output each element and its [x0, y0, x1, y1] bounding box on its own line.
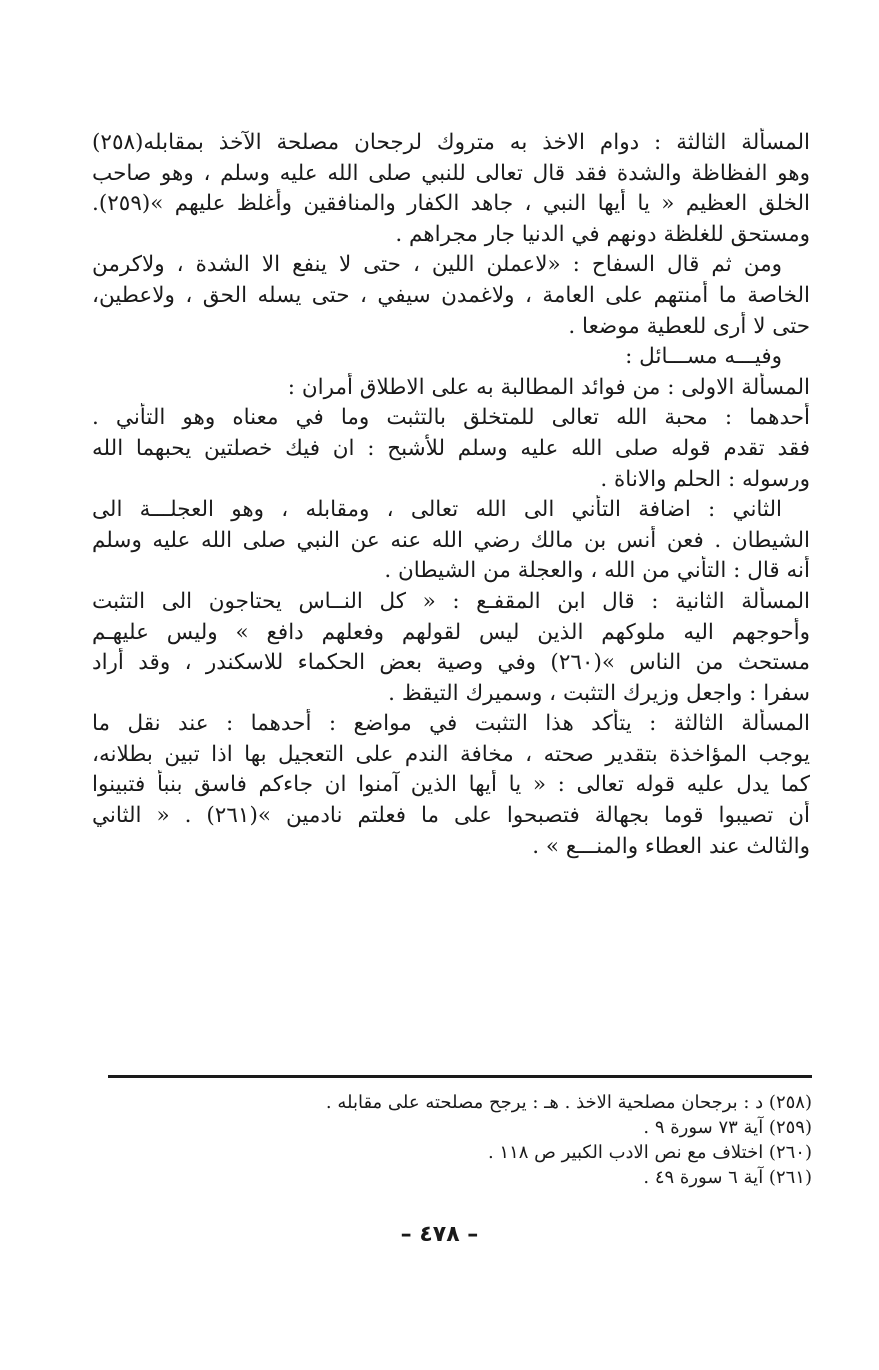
text-line-1: المسألة الثالثة : دوام الاخذ به متروك لرجحان مصلحة الآخذ بمقابله(٢٥٨)	[92, 130, 810, 155]
text-line-17: وأحوجهم اليه ملوكهم الذين ليس لقولهم وفعلهم دافع » وليس عليهـم	[92, 619, 810, 645]
text-line-12: ورسوله : الحلم والاناة .	[600, 466, 810, 492]
footnotes-block	[300, 1090, 812, 1190]
main-text-block	[92, 128, 810, 862]
text-line-13: الثاني : اضافة التأني الى الله تعالى ، ومقابله ، وهو العجلـــة الى	[92, 497, 782, 523]
text-line-22: كما يدل عليه قوله تعالى : « يا أيها الذين آمنوا ان جاءكم فاسق بنبأ فتبينوا	[92, 772, 810, 798]
text-line-14: الشيطان . فعن أنس بن مالك رضي الله عنه عن النبي صلى الله عليه وسلم	[92, 527, 810, 553]
text-line-8: وفيـــه مســـائل :	[625, 344, 782, 370]
footnote-261: (٢٦١) آية ٦ سورة ٤٩ .	[643, 1167, 812, 1188]
footnote-258: (٢٥٨) د : برجحان مصلحية الاخذ . هـ : يرجح مصلحته على مقابله .	[325, 1092, 812, 1113]
text-line-5: ومن ثم قال السفاح : «لاعملن اللين ، حتى لا ينفع الا الشدة ، ولاكرمن	[92, 252, 782, 278]
text-line-10: أحدهما : محبة الله تعالى للمتخلق بالتثبت وما في معناه وهو التأني .	[92, 405, 810, 431]
text-line-9: المسألة الاولى : من فوائد المطالبة به على الاطلاق أمران :	[287, 374, 810, 400]
text-line-3: الخلق العظيم « يا أيها النبي ، جاهد الكفار والمنافقين وأغلظ عليهم »(٢٥٩).	[92, 191, 810, 217]
text-line-2: وهو الفظاظة والشدة فقد قال تعالى للنبي صلى الله عليه وسلم ، وهو صاحب	[92, 160, 810, 186]
text-line-4: ومستحق للغلظة دونهم في الدنيا جار مجراهم .	[395, 221, 810, 247]
text-line-23: أن تصيبوا قوما بجهالة فتصبحوا على ما فعلتم نادمين »(٢٦١) . « الثاني	[92, 803, 810, 829]
text-line-20: المسألة الثالثة : يتأكد هذا التثبت في مواضع : أحدهما : عند نقل ما	[92, 711, 810, 737]
footnote-259: (٢٥٩) آية ٧٣ سورة ٩ .	[643, 1117, 812, 1138]
text-line-24: والثالث عند العطاء والمنـــع » .	[532, 833, 810, 859]
text-line-11: فقد تقدم قوله صلى الله عليه وسلم للأشبح : ان فيك خصلتين يحبهما الله	[92, 435, 810, 461]
text-line-21: يوجب المؤاخذة بتقدير صحته ، مخافة الندم على التعجيل بها اذا تبين بطلانه،	[92, 741, 810, 767]
text-line-19: سفرا : واجعل وزيرك التثبت ، وسميرك التيقظ .	[388, 680, 810, 706]
page-number: – ٤٧٨ –	[400, 1222, 479, 1247]
footnote-260: (٢٦٠) اختلاف مع نص الادب الكبير ص ١١٨ .	[487, 1142, 812, 1163]
text-line-18: مستحث من الناس »(٢٦٠) وفي وصية بعض الحكماء للاسكندر ، وقد أراد	[92, 650, 810, 676]
text-line-6: الخاصة ما أمنتهم على العامة ، ولاغمدن سيفي ، حتى يسله الحق ، ولاعطين،	[92, 282, 810, 308]
text-line-15: أنه قال : التأني من الله ، والعجلة من الشيطان .	[384, 558, 810, 584]
text-line-16: المسألة الثانية : قال ابن المقفـع : « كل النــاس يحتاجون الى التثبت	[92, 588, 810, 614]
footnote-divider	[108, 1075, 812, 1078]
text-line-7: حتى لا أرى للعطية موضعا .	[568, 313, 810, 339]
